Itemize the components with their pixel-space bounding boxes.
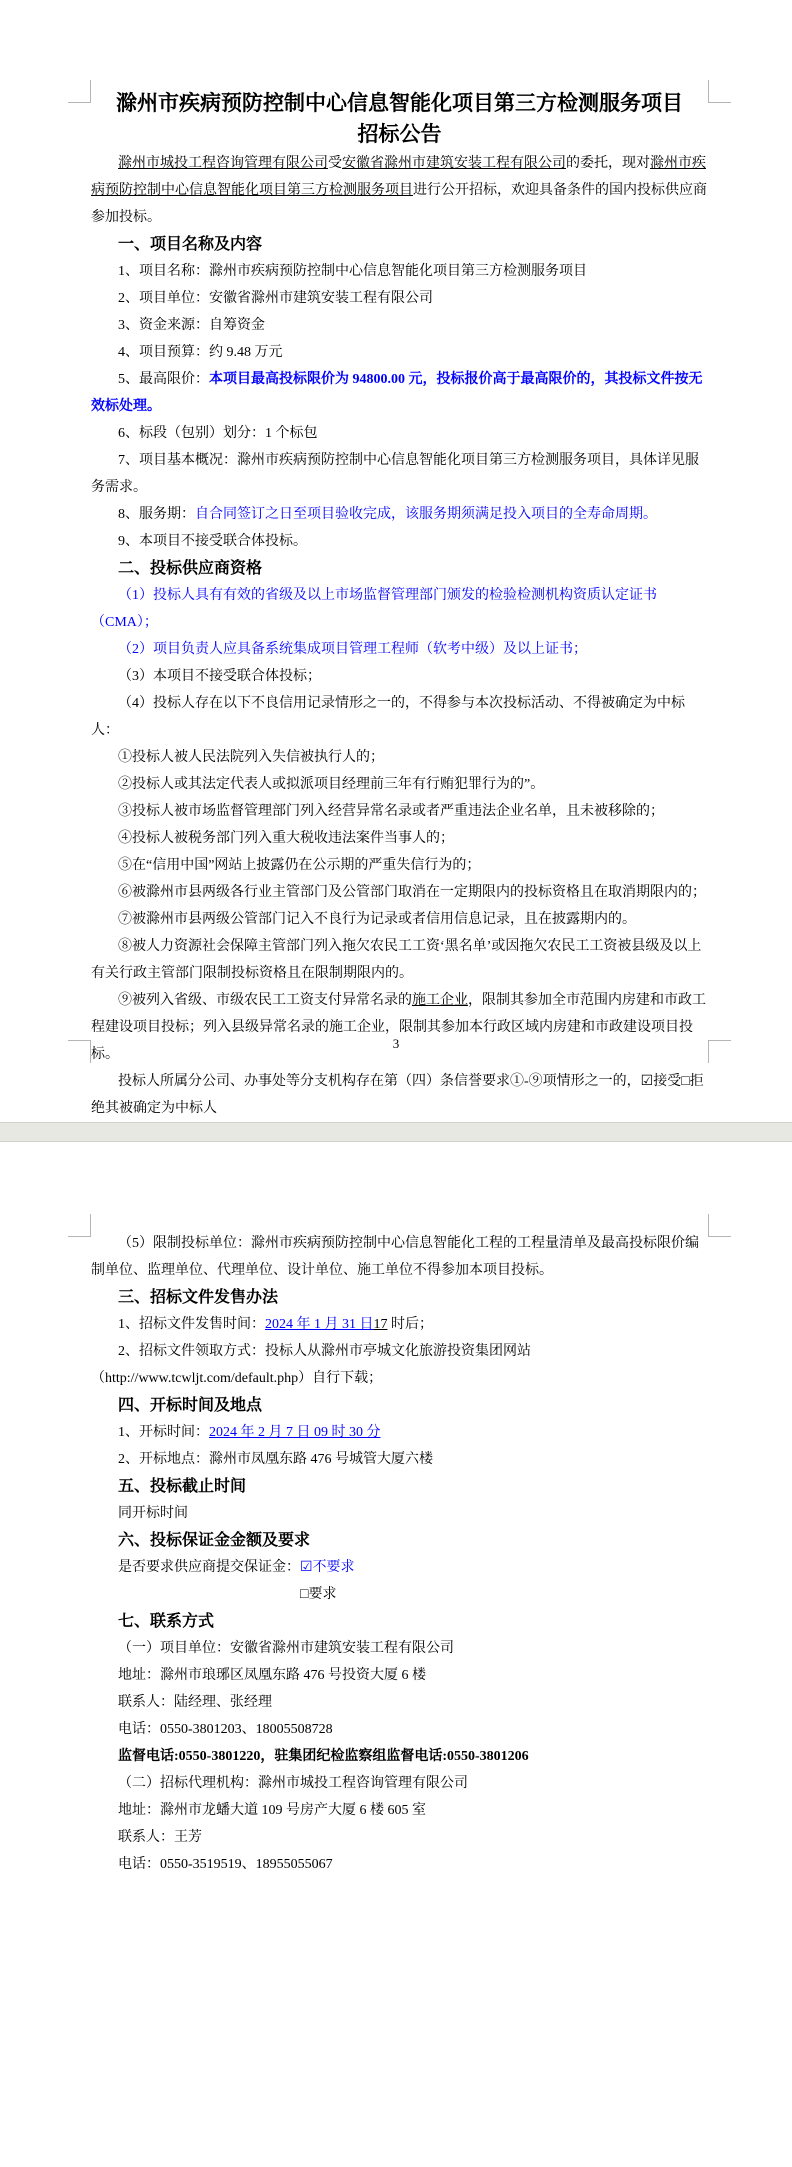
credit-9-text-a: ⑨被列入省级、市级农民工工资支付异常名录的 xyxy=(118,993,412,1008)
bid-opening-place: 2、开标地点：滁州市凤凰东路 476 号城管大厦六楼 xyxy=(118,1452,433,1467)
doc-obtain-method: 2、招标文件领取方式：投标人从滁州市亭城文化旅游投资集团网站（http://www.tcwljt.com/default.php）自行下载； xyxy=(91,1344,531,1386)
deposit-question-row xyxy=(91,1554,708,1581)
credit-item-6: ⑥被滁州市县两级各行业主管部门及公管部门取消在一定期限内的投标资格且在取消期限内的； xyxy=(118,885,706,900)
deposit-question-label: 是否要求供应商提交保证金： xyxy=(118,1560,300,1575)
document-title-line2: 招标公告 xyxy=(357,122,442,146)
max-price-label: 5、最高限价： xyxy=(118,372,209,387)
credit-item-8: ⑧被人力资源社会保障主管部门列入拖欠农民工工资‘黑名单’或因拖欠农民工工资被县级及以上有关行政主管部门限制投标资格且在限制期限内的。 xyxy=(91,939,702,981)
supervision-phone: 监督电话:0550-3801220，驻集团纪检监察组监督电话:0550-3801206 xyxy=(118,1749,529,1764)
bid-opening-date-link[interactable]: 2024 年 2 月 7 日 09 时 30 分 xyxy=(209,1425,381,1440)
contact-owner-person: 联系人：陆经理、张经理 xyxy=(118,1695,272,1710)
section-5-heading: 五、投标截止时间 xyxy=(118,1478,247,1495)
owner-name-underlined: 安徽省滁州市建筑安装工程有限公司 xyxy=(342,156,566,171)
section-3-heading: 三、招标文件发售办法 xyxy=(118,1289,279,1306)
item-lot-division: 6、标段（包别）划分：1 个标包 xyxy=(118,426,318,441)
intro-paragraph xyxy=(91,150,708,231)
intro-text-2: 的委托，现对 xyxy=(566,156,650,171)
intro-text-1: 受 xyxy=(328,156,342,171)
contact-agency-title: （二）招标代理机构：滁州市城投工程咨询管理有限公司 xyxy=(118,1776,468,1791)
branch-office-clause: 投标人所属分公司、办事处等分支机构存在第（四）条信誉要求①-⑨项情形之一的，☑接受□拒绝其被确定为中标人 xyxy=(91,1074,704,1116)
credit-item-2: ②投标人或其法定代表人或拟派项目经理前三年有行贿犯罪行为的”。 xyxy=(118,777,545,792)
document-title-line1: 滁州市疾病预防控制中心信息智能化项目第三方检测服务项目 xyxy=(116,91,683,115)
credit-9-text-b: ，限制其参加全市范围内房建和市政工程建设项目投标；列入县级异常名录的施工企业，限制其参加本行政区域内房建和市政建设项目投标。 xyxy=(91,993,706,1062)
qualification-3: （3）本项目不接受联合体投标； xyxy=(118,669,321,684)
section-6-heading: 六、投标保证金金额及要求 xyxy=(118,1532,311,1549)
item-funding-source: 3、资金来源：自筹资金 xyxy=(118,318,265,333)
section-7-heading: 七、联系方式 xyxy=(118,1613,215,1630)
section-2-heading: 二、投标供应商资格 xyxy=(118,560,263,577)
qualification-4: （4）投标人存在以下不良信用记录情形之一的，不得参与本次投标活动、不得被确定为中标人： xyxy=(91,696,685,738)
doc-sale-time xyxy=(91,1311,708,1338)
qualification-2: （2）项目负责人应具备系统集成项目管理工程师（软考中级）及以上证书； xyxy=(118,642,587,657)
credit-item-4: ④投标人被税务部门列入重大税收违法案件当事人的； xyxy=(118,831,454,846)
agency-name-underlined: 滁州市城投工程咨询管理有限公司 xyxy=(118,156,328,171)
item-service-period xyxy=(91,501,708,528)
contact-owner-phone: 电话：0550-3801203、18005508728 xyxy=(118,1722,333,1737)
contact-agency-phone: 电话：0550-3519519、18955055067 xyxy=(118,1857,333,1872)
bid-opening-time xyxy=(91,1419,708,1446)
deposit-required-checkbox: □要求 xyxy=(300,1587,337,1602)
margin-mark-top-right-icon xyxy=(708,1214,731,1237)
intro-text-3: 进行公开招标，欢迎具备条件的国内投标供应商参加投标。 xyxy=(91,183,707,225)
item-no-consortium: 9、本项目不接受联合体投标。 xyxy=(118,534,307,549)
document-page-2 xyxy=(0,1142,792,2167)
page-separator xyxy=(0,1122,792,1142)
page2-content xyxy=(0,1142,792,1878)
margin-mark-top-left-icon xyxy=(68,1214,91,1237)
doc-sale-time-label: 1、招标文件发售时间： xyxy=(118,1317,265,1332)
bid-opening-time-label: 1、开标时间： xyxy=(118,1425,209,1440)
credit-item-9 xyxy=(91,987,708,1068)
item-project-name: 1、项目名称：滁州市疾病预防控制中心信息智能化项目第三方检测服务项目 xyxy=(118,264,587,279)
contact-owner-title: （一）项目单位：安徽省滁州市建筑安装工程有限公司 xyxy=(118,1641,454,1656)
bid-deadline: 同开标时间 xyxy=(118,1506,188,1521)
item-budget: 4、项目预算：约 9.48 万元 xyxy=(118,345,283,360)
section-4-heading: 四、开标时间及地点 xyxy=(118,1397,263,1414)
qualification-1: （1）投标人具有有效的省级及以上市场监督管理部门颁发的检验检测机构资质认定证书（CMA）； xyxy=(91,588,657,630)
doc-sale-tail: 时后； xyxy=(387,1317,433,1332)
max-price-value: 本项目最高投标限价为 94800.00 元，投标报价高于最高限价的，其投标文件按无效标处理。 xyxy=(91,372,703,414)
service-period-value: 自合同签订之日至项目验收完成，该服务期须满足投入项目的全寿命周期。 xyxy=(195,507,657,522)
credit-item-5: ⑤在“信用中国”网站上披露仍在公示期的严重失信行为的； xyxy=(118,858,481,873)
project-name-underlined: 滁州市疾病预防控制中心信息智能化项目第三方检测服务项目 xyxy=(91,156,706,198)
credit-item-7: ⑦被滁州市县两级公管部门记入不良行为记录或者信用信息记录，且在披露期内的。 xyxy=(118,912,636,927)
section-1-heading: 一、项目名称及内容 xyxy=(118,236,263,253)
item-project-overview: 7、项目基本概况：滁州市疾病预防控制中心信息智能化项目第三方检测服务项目，具体详见服务需求。 xyxy=(91,453,699,495)
item-project-unit: 2、项目单位：安徽省滁州市建筑安装工程有限公司 xyxy=(118,291,433,306)
contact-agency-address: 地址：滁州市龙蟠大道 109 号房产大厦 6 楼 605 室 xyxy=(118,1803,426,1818)
page-number: 3 xyxy=(392,1036,400,1051)
contact-owner-address: 地址：滁州市琅琊区凤凰东路 476 号投资大厦 6 楼 xyxy=(118,1668,426,1683)
service-period-label: 8、服务期： xyxy=(118,507,195,522)
deposit-not-required-checkbox: ☑不要求 xyxy=(300,1560,355,1575)
credit-item-3: ③投标人被市场监督管理部门列入经营异常名录或者严重违法企业名单，且未被移除的； xyxy=(118,804,664,819)
qualification-5: （5）限制投标单位：滁州市疾病预防控制中心信息智能化工程的工程量清单及最高投标限价编制单位、监理单位、代理单位、设计单位、施工单位不得参加本项目投标。 xyxy=(91,1236,699,1278)
item-max-price xyxy=(91,366,708,420)
margin-mark-top-left-icon xyxy=(68,80,91,103)
margin-mark-top-right-icon xyxy=(708,80,731,103)
doc-sale-date-link[interactable]: 2024 年 1 月 31 日 xyxy=(265,1317,374,1332)
credit-item-1: ①投标人被人民法院列入失信被执行人的； xyxy=(118,750,384,765)
credit-9-underlined: 施工企业 xyxy=(412,993,468,1008)
doc-sale-hour: 17 xyxy=(373,1317,388,1332)
contact-agency-person: 联系人：王芳 xyxy=(118,1830,202,1845)
